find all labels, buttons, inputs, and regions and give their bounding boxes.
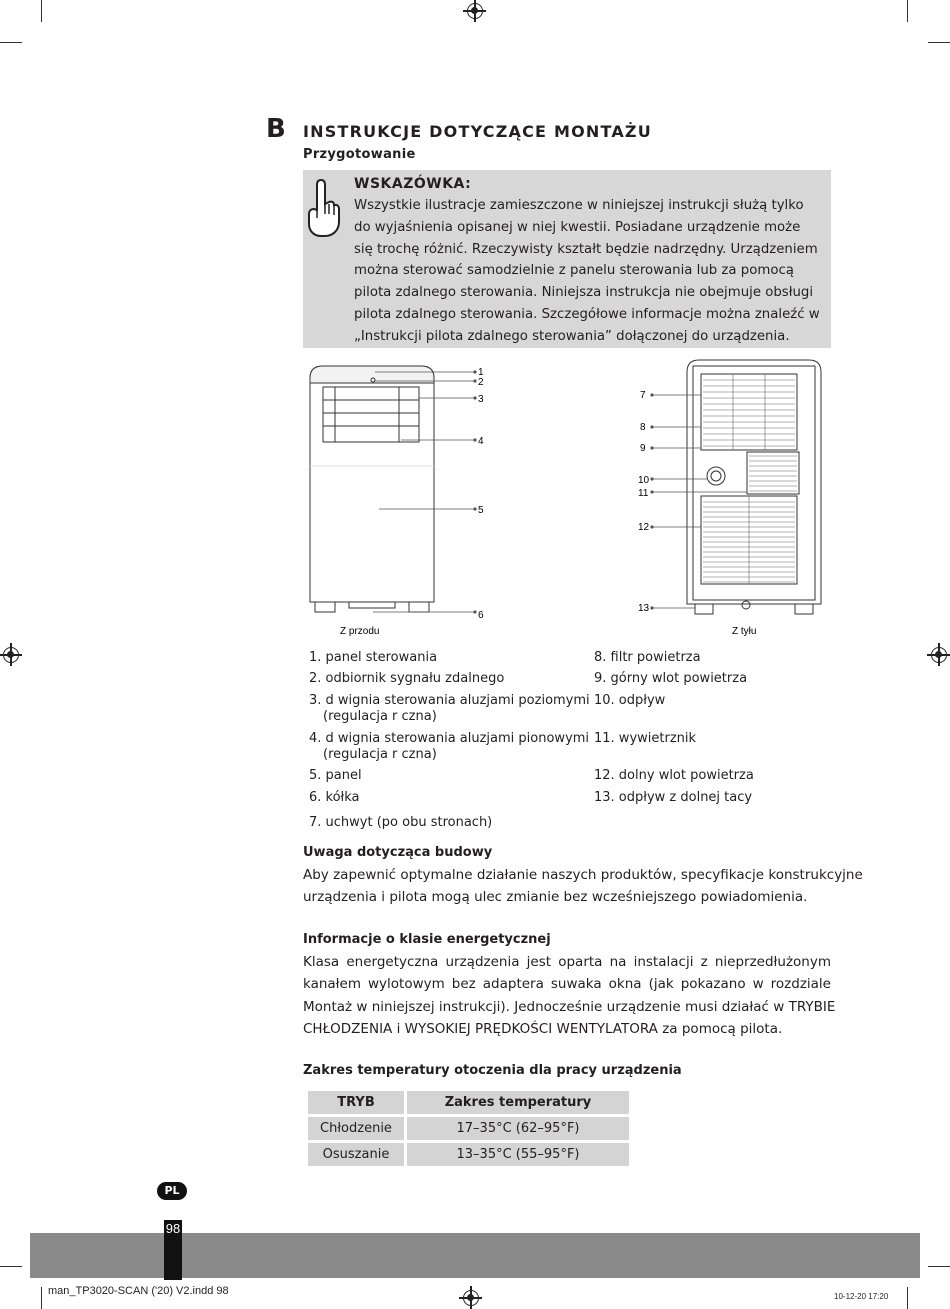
crop-mark bbox=[928, 42, 950, 43]
note-text bbox=[354, 195, 824, 348]
callout-label: 9 bbox=[640, 443, 646, 454]
list-item: 11. wywietrznik bbox=[594, 731, 697, 746]
energy-text bbox=[303, 951, 836, 1041]
list-item: 6. kółka bbox=[309, 790, 360, 805]
table-row bbox=[308, 1117, 629, 1140]
unit-illustrations bbox=[303, 356, 831, 640]
note-line: pilota zdalnego sterowania. Niniejsza instrukcja nie obejmuje obsługi bbox=[354, 285, 814, 301]
note-line: Wszystkie ilustracje zamieszczone w niniejszej instrukcji służą tylko bbox=[354, 198, 804, 213]
callout-label: 4 bbox=[478, 436, 484, 447]
list-item-continuation: (regulacja r czna) bbox=[323, 747, 437, 762]
paragraph-line: kanałem wylotowym bez adaptera suwaka okna (jak pokazano w rozdziale bbox=[303, 976, 831, 993]
table-cell: Osuszanie bbox=[308, 1143, 404, 1166]
pointing-hand-icon bbox=[305, 178, 341, 238]
file-slug: man_TP3020-SCAN ('20) V2.indd 98 bbox=[48, 1285, 229, 1297]
callout-label: 1 bbox=[478, 367, 484, 378]
callout-label: 12 bbox=[638, 522, 650, 533]
registration-mark-icon bbox=[463, 1290, 479, 1306]
list-item: 2. odbiornik sygnału zdalnego bbox=[309, 671, 505, 686]
list-item: 5. panel bbox=[309, 768, 362, 783]
crop-mark bbox=[928, 1266, 950, 1267]
list-item: 8. filtr powietrza bbox=[594, 650, 701, 665]
callout-label: 2 bbox=[478, 377, 484, 388]
list-item-continuation: (regulacja r czna) bbox=[323, 709, 437, 724]
crop-mark bbox=[0, 42, 22, 43]
list-item: 1. panel sterowania bbox=[309, 650, 438, 665]
crop-mark bbox=[907, 1287, 908, 1309]
list-item: 10. odpływ bbox=[594, 693, 666, 708]
section-subtitle: Przygotowanie bbox=[303, 147, 416, 162]
table-cell: 17–35°C (62–95°F) bbox=[407, 1117, 629, 1140]
crop-mark bbox=[41, 0, 42, 22]
table-cell: Chłodzenie bbox=[308, 1117, 404, 1140]
callout-label: 3 bbox=[478, 394, 484, 405]
note-line: można sterować samodzielnie z panelu sterowania lub za pomocą bbox=[354, 263, 794, 279]
callout-label: 6 bbox=[478, 610, 484, 621]
paragraph-line: Klasa energetyczna urządzenia jest oparta na instalacji z nieprzedłużonym bbox=[303, 954, 831, 970]
list-item: 4. d wignia sterowania aluzjami pionowymi bbox=[309, 731, 590, 746]
language-badge: PL bbox=[157, 1182, 187, 1200]
callout-label: 5 bbox=[478, 505, 484, 516]
registration-mark-icon bbox=[931, 647, 947, 663]
paragraph-line: CHŁODZENIA i WYSOKIEJ PRĘDKOŚCI WENTYLATORA za pomocą pilota. bbox=[303, 1021, 783, 1038]
list-item: 12. dolny wlot powietrza bbox=[594, 768, 754, 783]
back-caption: Z tyłu bbox=[732, 626, 757, 637]
energy-heading: Informacje o klasie energetycznej bbox=[303, 932, 551, 947]
table-header: TRYB bbox=[308, 1091, 404, 1114]
list-item: 7. uchwyt (po obu stronach) bbox=[309, 815, 493, 830]
construction-text bbox=[303, 864, 863, 908]
list-item: 3. d wignia sterowania aluzjami poziomymi bbox=[309, 693, 590, 708]
temperature-table bbox=[305, 1088, 632, 1169]
print-date: 10-12-20 17:20 bbox=[834, 1292, 889, 1301]
table-header-row bbox=[308, 1091, 629, 1114]
section-letter: B bbox=[266, 114, 286, 144]
callout-label: 7 bbox=[640, 390, 646, 401]
section-title: INSTRUKCJE DOTYCZĄCE MONTAŻU bbox=[303, 122, 652, 141]
table-row bbox=[308, 1143, 629, 1166]
crop-mark bbox=[907, 0, 908, 22]
callout-label: 13 bbox=[638, 603, 650, 614]
front-callout-dots bbox=[473, 370, 476, 613]
page-number: 98 bbox=[165, 1221, 181, 1236]
table-header: Zakres temperatury bbox=[407, 1091, 629, 1114]
callout-label: 10 bbox=[638, 475, 650, 486]
crop-mark bbox=[0, 1266, 22, 1267]
construction-heading: Uwaga dotycząca budowy bbox=[303, 845, 493, 860]
note-line: pilota zdalnego sterowania. Szczegółowe informacje można znaleźć w bbox=[354, 306, 820, 322]
note-title: WSKAZÓWKA: bbox=[354, 176, 472, 192]
list-item: 9. górny wlot powietrza bbox=[594, 671, 748, 686]
list-item: 13. odpływ z dolnej tacy bbox=[594, 790, 753, 805]
temperature-heading: Zakres temperatury otoczenia dla pracy urządzenia bbox=[303, 1063, 682, 1078]
front-caption: Z przodu bbox=[340, 626, 380, 637]
registration-mark-icon bbox=[3, 647, 19, 663]
crop-mark bbox=[41, 1287, 42, 1309]
registration-mark-icon bbox=[467, 3, 483, 19]
front-view-illustration bbox=[310, 366, 434, 612]
paragraph-line: Aby zapewnić optymalne działanie naszych produktów, specyfikacje konstrukcyjne bbox=[303, 867, 863, 883]
back-callout-dots bbox=[650, 393, 653, 609]
paragraph-line: Montaż w niniejszej instrukcji). Jednocześnie urządzenie musi działać w TRYBIE bbox=[303, 998, 836, 1015]
note-line: do wyjaśnienia opisanej w niej kwestii. Posiadane urządzenie może bbox=[354, 219, 801, 235]
callout-label: 8 bbox=[640, 422, 646, 433]
note-line: się trochę różnić. Rzeczywisty kształt będzie nadrzędny. Urządzeniem bbox=[354, 241, 818, 257]
paragraph-line: urządzenia i pilota mogą ulec zmianie bez wcześniejszego powiadomienia. bbox=[303, 889, 808, 905]
table-cell: 13–35°C (55–95°F) bbox=[407, 1143, 629, 1166]
note-line: „Instrukcji pilota zdalnego sterowania” dołączonej do urządzenia. bbox=[354, 328, 790, 344]
callout-label: 11 bbox=[638, 488, 649, 499]
